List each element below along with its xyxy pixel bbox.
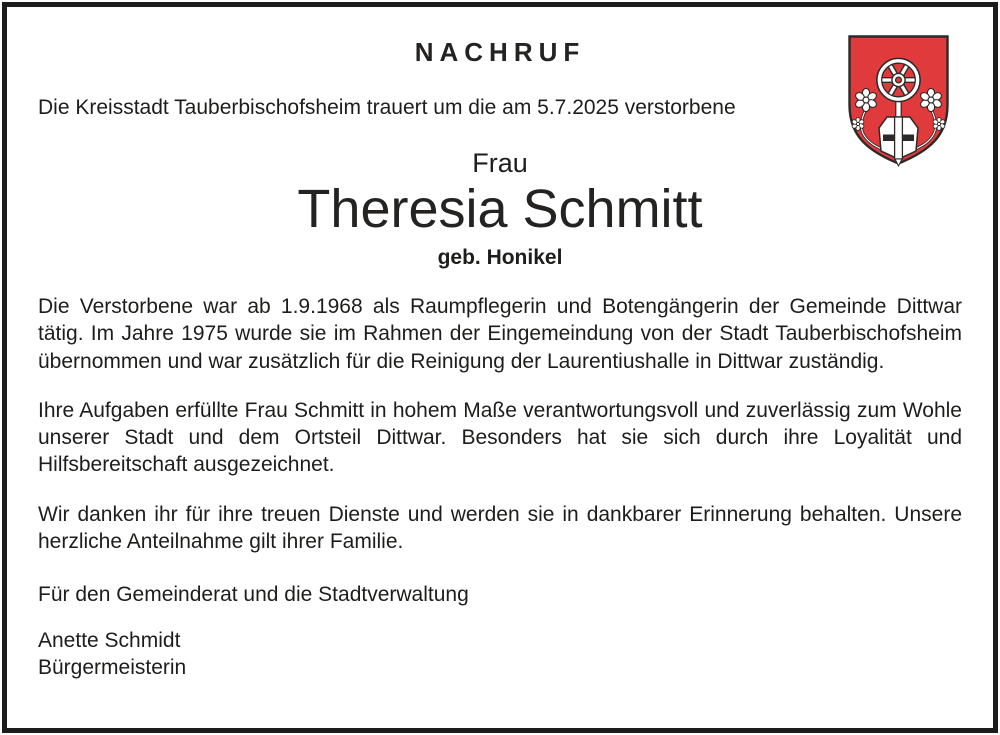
deceased-name: Theresia Schmitt xyxy=(297,178,703,239)
closing-line: Für den Gemeinderat und die Stadtverwaltung xyxy=(38,583,469,607)
obituary-paragraph-1: Die Verstorbene war ab 1.9.1968 als Raumpflegerin und Botengängerin der Gemeinde Dittwar tätig. Im Jahre 1975 wurde sie im Rahmen der Eingemeindung von der Stadt Tauberbischofsheim übernommen und war zusätzlich für die Reinigung der Laurentiushalle in Dittwar zuständig. xyxy=(38,294,962,373)
notice-title: NACHRUF xyxy=(414,37,586,67)
signature-name: Anette Schmidt xyxy=(38,628,181,652)
signature-block xyxy=(38,627,962,682)
intro-line: Die Kreisstadt Tauberbischofsheim trauert um die am 5.7.2025 verstorbene xyxy=(38,95,736,119)
salutation: Frau xyxy=(472,148,528,179)
obituary-paragraph-3: Wir danken ihr für ihre treuen Dienste und werden sie in dankbarer Erinnerung behalten. Unsere herzliche Anteilnahme gilt ihrer Familie. xyxy=(38,502,962,553)
maiden-name: geb. Honikel xyxy=(437,245,563,269)
signature-role: Bürgermeisterin xyxy=(38,655,187,679)
obituary-paragraph-2: Ihre Aufgaben erfüllte Frau Schmitt in hohem Maße verantwortungsvoll und zuverlässig zum Wohle unserer Stadt und dem Ortsteil Dittwar. Besonders hat sie sich durch ihre Loyalität und Hilfsbereitschaft ausgezeichnet. xyxy=(38,398,962,477)
